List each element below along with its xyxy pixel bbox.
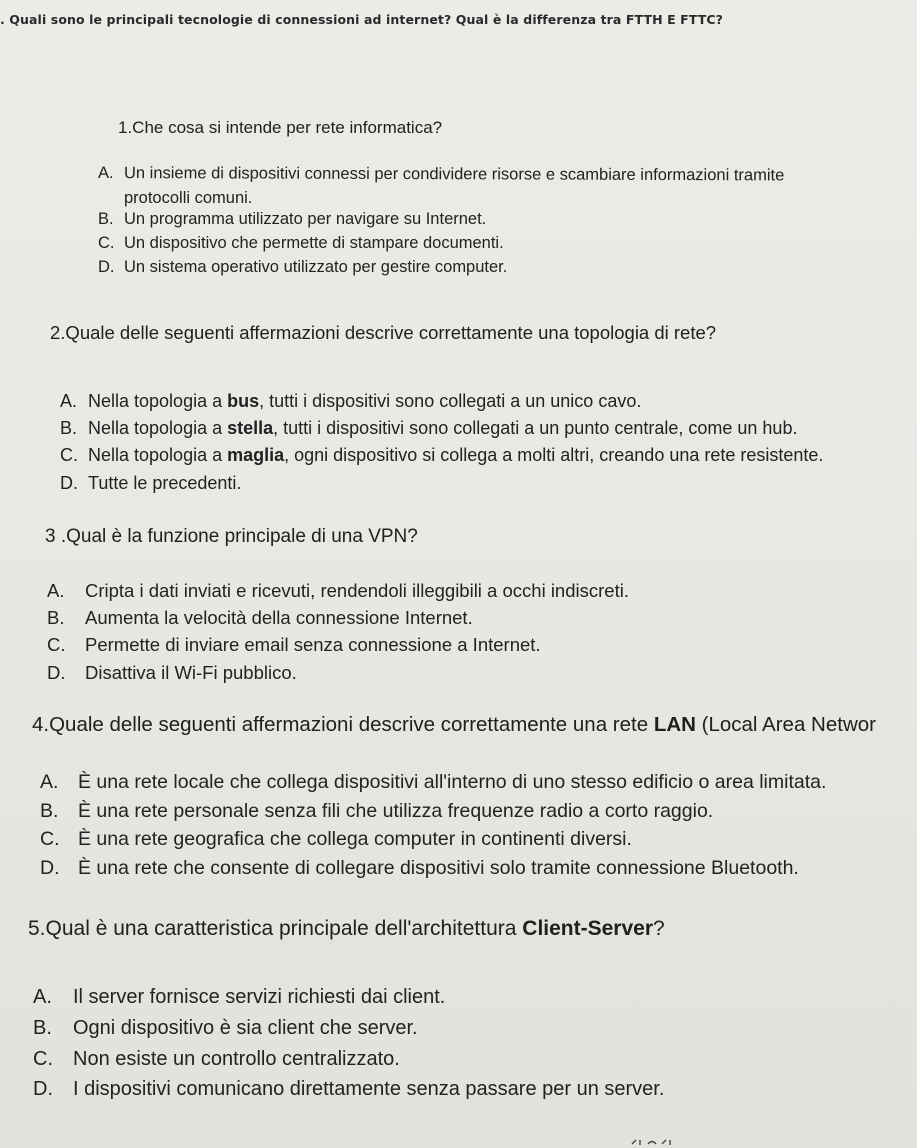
question-3-text: 3 .Qual è la funzione principale di una VPN? — [45, 526, 418, 547]
option-text-pre: Nella topologia a — [88, 418, 228, 438]
option-letter: D. — [47, 662, 66, 683]
option-letter: B. — [60, 418, 78, 438]
option-letter: A. — [60, 391, 78, 411]
page-header — [0, 12, 917, 27]
question-4-option-d — [40, 857, 799, 880]
question-4-text-bold: LAN — [653, 713, 696, 736]
question-5-text-post: ? — [653, 917, 665, 940]
question-3-option-a — [47, 580, 629, 602]
question-2-option-b — [60, 418, 797, 439]
option-text-bold: maglia — [227, 445, 285, 465]
option-text-post: , tutti i dispositivi sono collegati a un punto centrale, come un hub. — [273, 418, 798, 438]
question-5-option-c — [33, 1048, 400, 1071]
option-text: Il server fornisce servizi richiesti dai client. — [73, 986, 446, 1008]
option-letter: D. — [33, 1078, 53, 1100]
option-text-pre: Nella topologia a — [88, 445, 228, 465]
question-1-option-d — [98, 258, 507, 277]
header-title: . Quali sono le principali tecnologie di connessioni ad internet? Qual è la differenza tra FTTH E FTTC? — [0, 12, 723, 27]
question-5-option-b — [33, 1017, 418, 1040]
cut-off-text-fragment — [630, 1138, 690, 1146]
question-1-text: 1.Che cosa si intende per rete informatica? — [118, 118, 443, 137]
option-letter: B. — [40, 800, 59, 822]
option-text: È una rete che consente di collegare dispositivi solo tramite connessione Bluetooth. — [78, 857, 799, 879]
option-text-post: , tutti i dispositivi sono collegati a un unico cavo. — [259, 391, 642, 411]
option-letter: D. — [60, 473, 78, 493]
option-text: I dispositivi comunicano direttamente senza passare per un server. — [73, 1078, 665, 1100]
question-2-text: 2.Quale delle seguenti affermazioni descrive correttamente una topologia di rete? — [50, 322, 717, 343]
question-5-text-pre: 5.Qual è una caratteristica principale dell'architettura — [28, 917, 523, 940]
question-5-option-d — [33, 1078, 664, 1101]
question-2-option-d — [60, 473, 241, 494]
option-text: Un insieme di dispositivi connessi per condividere risorse e scambiare informazioni tramite — [123, 164, 785, 185]
option-text: Tutte le precedenti. — [88, 473, 242, 493]
question-4-text-post: (Local Area Networ — [695, 713, 876, 736]
option-text-bold: stella — [227, 418, 274, 438]
option-text: È una rete personale senza fili che utilizza frequenze radio a corto raggio. — [78, 800, 714, 822]
question-1-option-a — [98, 164, 784, 185]
option-text-pre: Nella topologia a — [88, 391, 228, 411]
question-4 — [32, 713, 917, 737]
option-letter: C. — [40, 828, 60, 850]
question-1-option-c — [98, 234, 504, 253]
question-3-option-b — [47, 607, 473, 629]
option-letter: C. — [60, 445, 78, 465]
option-letter: A. — [40, 771, 59, 793]
question-1-option-b — [98, 210, 486, 229]
question-5-option-a — [33, 986, 445, 1009]
option-text-line-2: protocolli comuni. — [124, 189, 253, 207]
option-text: Un sistema operativo utilizzato per gestire computer. — [124, 258, 508, 276]
option-text: Ogni dispositivo è sia client che server. — [73, 1017, 418, 1039]
question-3 — [45, 526, 418, 548]
question-2-option-c — [60, 445, 823, 466]
option-letter: A. — [33, 986, 52, 1008]
option-text: Cripta i dati inviati e ricevuti, rendendoli illeggibili a occhi indiscreti. — [85, 580, 629, 601]
option-text: Aumenta la velocità della connessione Internet. — [85, 607, 473, 628]
question-4-option-c — [40, 828, 632, 851]
question-1-option-a-continued — [124, 189, 252, 208]
question-4-option-b — [40, 800, 713, 823]
option-letter: C. — [33, 1048, 53, 1070]
option-text: È una rete locale che collega dispositivi all'interno di uno stesso edificio o area limitata. — [78, 771, 827, 793]
option-text: Un programma utilizzato per navigare su Internet. — [124, 210, 487, 228]
question-4-text-pre: 4.Quale delle seguenti affermazioni descrive correttamente una rete — [32, 713, 654, 736]
option-letter: B. — [47, 607, 65, 628]
question-1 — [118, 118, 442, 138]
option-letter: C. — [98, 234, 115, 252]
option-letter: D. — [98, 258, 115, 276]
question-5-text-bold: Client-Server — [522, 917, 653, 940]
question-3-option-c — [47, 634, 541, 656]
option-text-bold: bus — [227, 391, 260, 411]
question-3-option-d — [47, 662, 297, 684]
option-letter: D. — [40, 857, 60, 879]
question-5 — [28, 917, 665, 941]
option-text: Un dispositivo che permette di stampare documenti. — [124, 234, 504, 252]
question-4-option-a — [40, 771, 917, 794]
option-text: Permette di inviare email senza connessione a Internet. — [85, 634, 541, 655]
option-letter: B. — [33, 1017, 52, 1039]
option-text: Disattiva il Wi-Fi pubblico. — [85, 662, 297, 683]
option-text: Non esiste un controllo centralizzato. — [73, 1048, 400, 1070]
option-letter: B. — [98, 210, 114, 228]
option-text: È una rete geografica che collega computer in continenti diversi. — [78, 828, 632, 850]
option-text-post: , ogni dispositivo si collega a molti altri, creando una rete resistente. — [284, 445, 824, 465]
question-2 — [50, 322, 716, 344]
option-letter: C. — [47, 634, 66, 655]
option-letter: A. — [47, 580, 65, 601]
option-letter: A. — [97, 164, 114, 183]
question-2-option-a — [60, 391, 641, 412]
